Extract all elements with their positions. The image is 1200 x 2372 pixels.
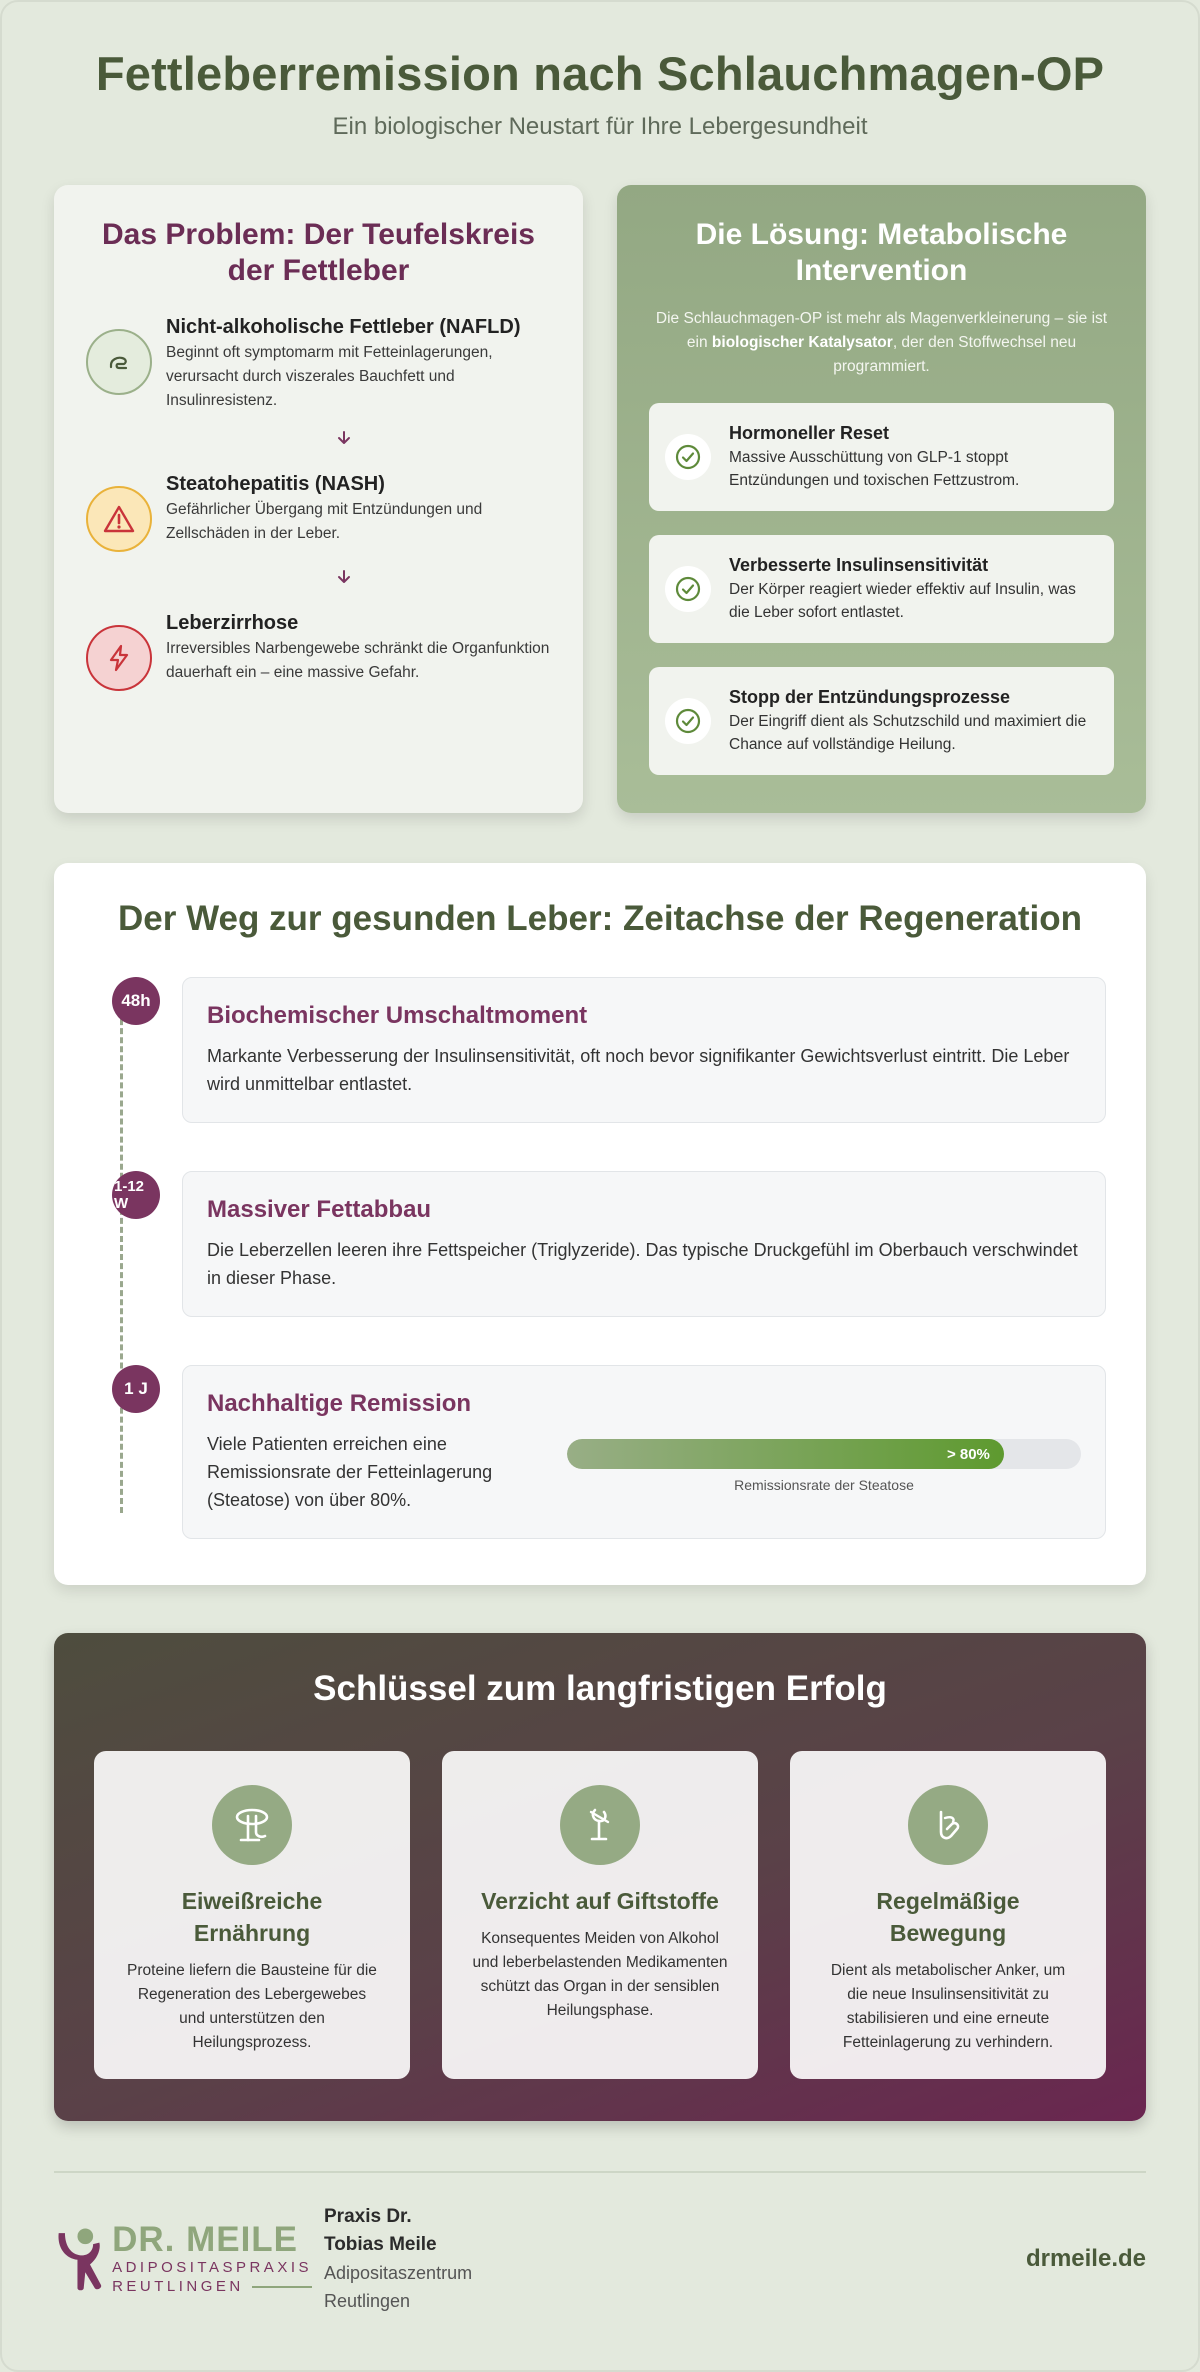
solution-item bbox=[649, 403, 1114, 511]
problem-card bbox=[54, 185, 583, 813]
timeline-badge: 1-12 W bbox=[112, 1171, 160, 1219]
header bbox=[54, 2, 1146, 141]
solution-item bbox=[649, 667, 1114, 775]
timeline-step-text: Die Leberzellen leeren ihre Fettspeicher (Triglyzeride). Das typische Druckgefühl im Oberbauch verschwindet in dieser Phase. bbox=[207, 1240, 1078, 1288]
logo-subtitle: REUTLINGEN bbox=[112, 2278, 244, 2295]
timeline-title: Der Weg zur gesunden Leber: Zeitachse der Regeneration bbox=[117, 899, 1083, 938]
problem-item-nafld bbox=[86, 315, 551, 413]
exercise-icon bbox=[908, 1785, 988, 1865]
success-keys-title: Schlüssel zum langfristigen Erfolg bbox=[313, 1669, 887, 1708]
lightning-icon bbox=[86, 625, 152, 691]
key-title: Verzicht auf Giftstoffe bbox=[481, 1888, 719, 1914]
solution-item-title: Verbesserte Insulinsensitivität bbox=[729, 555, 989, 575]
timeline-card bbox=[54, 863, 1146, 1585]
solution-item-title: Stopp der Entzündungsprozesse bbox=[729, 687, 1011, 707]
timeline-step bbox=[94, 1365, 1106, 1539]
key-text: Konsequentes Meiden von Alkohol und leberbelastenden Medikamenten schützt das Organ in der sensiblen Heilungsphase. bbox=[472, 1930, 728, 2019]
timeline-badge: 1 J bbox=[112, 1365, 160, 1413]
arrow-down-icon bbox=[136, 568, 551, 591]
solution-card bbox=[617, 185, 1146, 813]
page-title: Fettleberremission nach Schlauchmagen-OP bbox=[95, 47, 1105, 100]
solution-item-title: Hormoneller Reset bbox=[729, 423, 890, 443]
solution-title: Die Lösung: Metabolische Intervention bbox=[695, 218, 1068, 287]
timeline-step-title: Nachhaltige Remission bbox=[207, 1390, 472, 1417]
remission-progress-fill bbox=[567, 1439, 1004, 1469]
check-circle-icon bbox=[665, 698, 711, 744]
timeline-step-title: Massiver Fettabbau bbox=[207, 1196, 432, 1223]
problem-item-title: Nicht-alkoholische Fettleber (NAFLD) bbox=[166, 316, 521, 338]
check-circle-icon bbox=[665, 434, 711, 480]
food-icon bbox=[212, 1785, 292, 1865]
liver-icon bbox=[86, 329, 152, 395]
practice-name: Praxis Dr. bbox=[324, 2206, 412, 2227]
practice-location: Reutlingen bbox=[324, 2291, 411, 2311]
remission-progress-caption: Remissionsrate der Steatose bbox=[734, 1477, 914, 1493]
check-circle-icon bbox=[665, 566, 711, 612]
logo-figure-icon bbox=[54, 2216, 104, 2302]
key-title: Eiweißreiche Ernährung bbox=[181, 1888, 323, 1946]
problem-item-nash bbox=[86, 472, 551, 552]
warning-icon bbox=[86, 486, 152, 552]
logo-name: DR. MEILE bbox=[112, 2220, 299, 2259]
solution-item-text: Der Eingriff dient als Schutzschild und maximiert die Chance auf vollständige Heilung. bbox=[729, 713, 1087, 753]
solution-intro-text: , der den Stoffwechsel neu programmiert. bbox=[833, 334, 1077, 375]
remission-progress-bar bbox=[567, 1439, 1081, 1469]
success-keys-card bbox=[54, 1633, 1146, 2121]
timeline-step-title: Biochemischer Umschaltmoment bbox=[207, 1002, 588, 1029]
timeline-step-box bbox=[182, 1365, 1106, 1539]
timeline-step bbox=[94, 1171, 1106, 1317]
page-subtitle: Ein biologischer Neustart für Ihre Lebergesundheit bbox=[332, 113, 868, 140]
practice-description: Adipositaszentrum bbox=[324, 2263, 473, 2283]
problem-item-cirrhosis bbox=[86, 611, 551, 691]
footer-divider bbox=[54, 2171, 1146, 2173]
key-card bbox=[790, 1751, 1106, 2079]
problem-item-text: Irreversibles Narbengewebe schränkt die Organfunktion dauerhaft ein – eine massive Gefahr. bbox=[166, 640, 550, 681]
top-section bbox=[54, 185, 1146, 813]
no-alcohol-icon bbox=[560, 1785, 640, 1865]
timeline-step bbox=[94, 977, 1106, 1123]
problem-item-title: Leberzirrhose bbox=[166, 612, 299, 634]
solution-item-text: Massive Ausschüttung von GLP-1 stoppt Entzündungen und toxischen Fettzustrom. bbox=[729, 449, 1020, 489]
timeline-step-box bbox=[182, 1171, 1106, 1317]
logo-underline bbox=[252, 2286, 312, 2288]
practice-name: Tobias Meile bbox=[324, 2234, 437, 2255]
problem-item-text: Gefährlicher Übergang mit Entzündungen und Zellschäden in der Leber. bbox=[166, 501, 483, 542]
website-link[interactable]: drmeile.de bbox=[1025, 2245, 1146, 2272]
timeline-step-box bbox=[182, 977, 1106, 1123]
solution-intro bbox=[649, 307, 1114, 379]
remission-progress-label: > 80% bbox=[946, 1445, 990, 1463]
practice-info bbox=[324, 2203, 472, 2315]
timeline-step-text: Viele Patienten erreichen eine Remissionsrate der Fetteinlagerung (Steatose) von über 80%. bbox=[207, 1434, 493, 1510]
key-card bbox=[94, 1751, 410, 2079]
key-card bbox=[442, 1751, 758, 2079]
timeline-badge: 48h bbox=[112, 977, 160, 1025]
problem-item-title: Steatohepatitis (NASH) bbox=[166, 473, 385, 495]
key-text: Dient als metabolischer Anker, um die neue Insulinsensitivität zu stabilisieren und eine erneute Fetteinlagerung zu verhindern. bbox=[830, 1962, 1066, 2051]
arrow-down-icon bbox=[136, 429, 551, 452]
solution-item-text: Der Körper reagiert wieder effektiv auf Insulin, was die Leber sofort entlastet. bbox=[729, 581, 1076, 621]
timeline-step-text: Markante Verbesserung der Insulinsensitivität, oft noch bevor signifikanter Gewichtsverlust eintritt. Die Leber wird unmittelbar entlastet. bbox=[207, 1046, 1070, 1094]
logo-subtitle: ADIPOSITASPRAXIS bbox=[112, 2259, 312, 2276]
practice-logo bbox=[54, 2216, 312, 2302]
key-text: Proteine liefern die Bausteine für die Regeneration des Lebergewebes und unterstützen den Heilungsprozess. bbox=[127, 1962, 377, 2051]
solution-item bbox=[649, 535, 1114, 643]
key-title: Regelmäßige Bewegung bbox=[876, 1888, 1020, 1946]
footer bbox=[54, 2203, 1146, 2315]
problem-item-text: Beginnt oft symptomarm mit Fetteinlagerungen, verursacht durch viszerales Bauchfett und Insulinresistenz. bbox=[166, 344, 493, 409]
solution-intro-highlight: biologischer Katalysator bbox=[711, 334, 893, 351]
problem-title: Das Problem: Der Teufelskreis der Fettleber bbox=[102, 218, 535, 287]
solution-intro-text: Die Schlauchmagen-OP ist mehr als Magenverkleinerung – sie ist ein bbox=[655, 310, 1108, 351]
